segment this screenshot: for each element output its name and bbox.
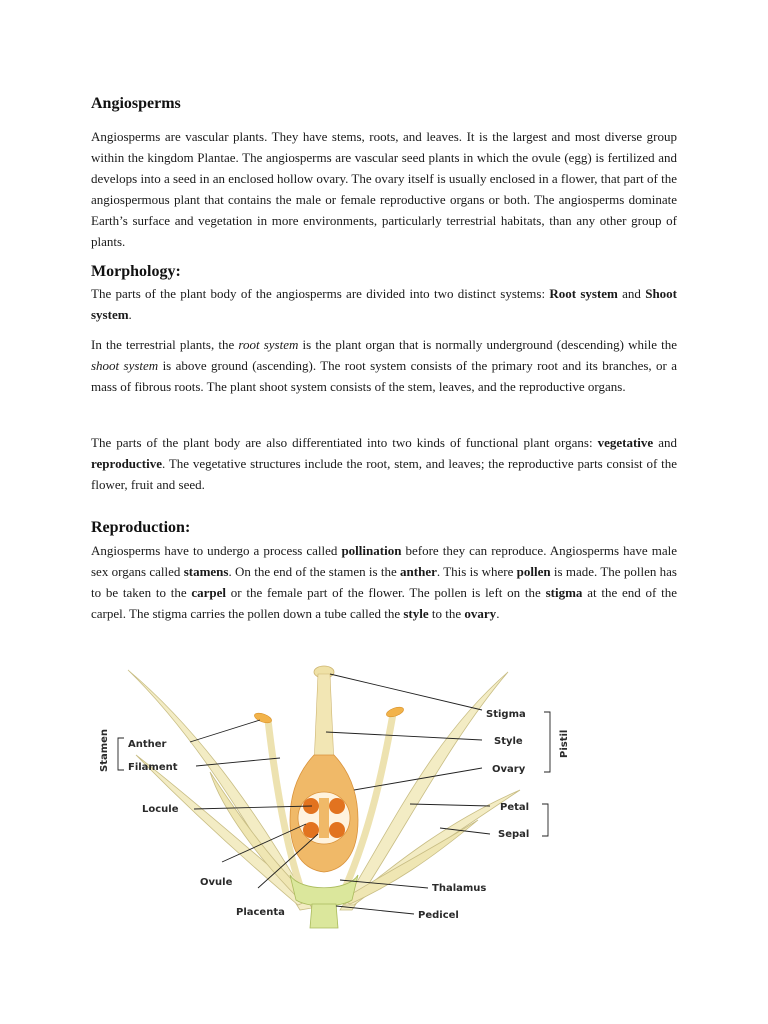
stamen-label: Stamen bbox=[99, 728, 110, 772]
flower-diagram bbox=[0, 660, 768, 940]
morphology-paragraph-2: In the terrestrial plants, the root system is the plant organ that is normally underground (descending) while the shoot system is above ground (ascending). The root system consists of the primary root and its branches, or a mass of fibrous roots. The plant shoot system consists of the stem, leaves, and the reproductive organs. bbox=[91, 337, 677, 394]
stigma-label: Stigma bbox=[486, 709, 526, 720]
reproduction-paragraph: Angiosperms have to undergo a process called pollination before they can reproduce. Angiosperms have male sex organs called stamens. On the end of the stamen is the anther. This is where pollen is made. The pollen has to be taken to the carpel or the female part of the flower. The pollen is left on the stigma at the end of the carpel. The stigma carries the pollen down a tube called the style to the ovary. bbox=[91, 543, 678, 621]
ovule-lower-right bbox=[329, 822, 345, 838]
ovule-upper-right bbox=[329, 798, 345, 814]
filament-label: Filament bbox=[128, 762, 178, 773]
reproduction-heading: Reproduction: bbox=[91, 519, 191, 536]
petal-line bbox=[410, 804, 490, 806]
pedicel-label: Pedicel bbox=[418, 910, 459, 921]
stamen-bracket bbox=[118, 738, 124, 770]
morphology-paragraph-3: The parts of the plant body are also differentiated into two kinds of functional plant organs: vegetative and reproductive. The vegetative structures include the root, stem, and leaves; the reproductive parts consist of the flower, fruit and seed. bbox=[91, 435, 677, 492]
style-label: Style bbox=[494, 736, 523, 747]
locule-label: Locule bbox=[142, 804, 179, 815]
pistil-bracket bbox=[544, 712, 550, 772]
placenta bbox=[319, 798, 329, 838]
thalamus-label: Thalamus bbox=[432, 883, 487, 894]
page-title: Angiosperms bbox=[91, 95, 181, 112]
anther-label: Anther bbox=[128, 739, 167, 750]
morphology-paragraph-1: The parts of the plant body of the angiosperms are divided into two distinct systems: Root system and Shoot system. bbox=[91, 286, 678, 322]
pedicel bbox=[310, 904, 338, 928]
ovary-label: Ovary bbox=[492, 764, 526, 775]
style bbox=[314, 674, 334, 765]
stigma-line bbox=[330, 674, 482, 710]
morphology-heading: Morphology: bbox=[91, 263, 181, 280]
anther-line bbox=[190, 720, 260, 742]
petal-right-outer bbox=[340, 672, 508, 910]
petal-label: Petal bbox=[500, 802, 530, 813]
sepal-label: Sepal bbox=[498, 829, 530, 840]
petal-sepal-bracket bbox=[542, 804, 548, 836]
pistil-label: Pistil bbox=[559, 729, 570, 758]
anther-left bbox=[253, 711, 273, 725]
ovule-label: Ovule bbox=[200, 877, 233, 888]
placenta-label: Placenta bbox=[236, 907, 285, 918]
intro-paragraph: Angiosperms are vascular plants. They have stems, roots, and leaves. It is the largest and most diverse group within the kingdom Plantae. The angiosperms are vascular seed plants in which the ovule (egg) is fertilized and develops into a seed in an enclosed hollow ovary. The ovary itself is usually enclosed in a flower, that part of the angiospermous plant that contains the male or female reproductive organs or both. The angiosperms dominate Earth’s surface and vegetation in more environments, particularly terrestrial habitats, than any other group of plants. bbox=[91, 129, 677, 249]
